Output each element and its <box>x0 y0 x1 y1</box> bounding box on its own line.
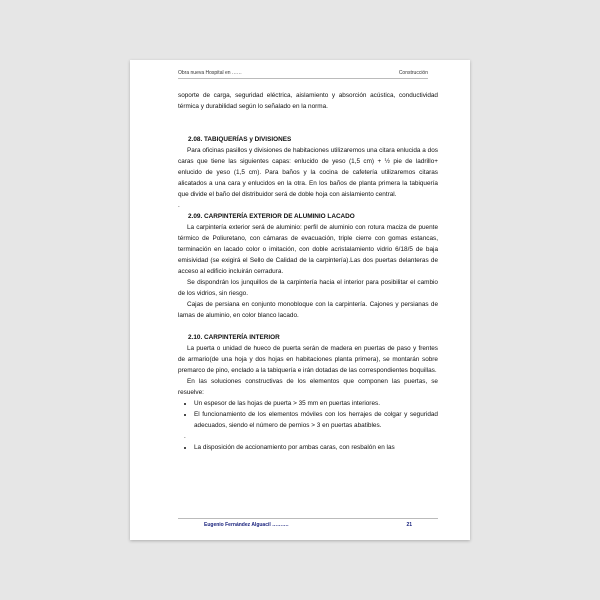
header-right-text: Construcción <box>398 70 428 76</box>
section-2-08-title: 2.08. TABIQUERÍAS y DIVISIONES <box>188 136 292 143</box>
section-2-09-paragraph-3: Cajas de persiana en conjunto monobloque con la carpintería. Cajones y persianas de lamas de aluminio, en color blanco lacado. <box>178 301 438 319</box>
section-2-09-title: 2.09. CARPINTERÍA EXTERIOR DE ALUMINIO LACADO <box>188 213 355 220</box>
bullet-item: • La disposición de accionamiento por ambas caras, con resbalón en las <box>194 442 438 453</box>
section-2-10-paragraph-1: La puerta o unidad de hueco de puerta serán de madera en puertas de paso y frentes de armario(de una hoja y dos hojas en habitaciones planta primera), se montarán sobre premarco de pino, enclado a la tabiquería e irán dotadas de las correspondientes boquillas. <box>178 345 438 374</box>
section-2-10-title: 2.10. CARPINTERÍA INTERIOR <box>188 334 280 341</box>
section-2-10-bullet-list <box>178 398 438 431</box>
page-number: 21 <box>406 522 412 528</box>
page-header <box>178 70 428 79</box>
section-2-10-dot: . <box>184 433 186 440</box>
page-body <box>178 90 438 453</box>
footer-author: Eugenio Fernández Alguacil ………. <box>204 522 289 528</box>
section-2-10-bullet-list-continued <box>178 442 438 453</box>
section-2-08-paragraph: Para oficinas pasillos y divisiones de habitaciones utilizaremos una citara enlucida a dos caras que tiene las siguientes capas: enlucido de yeso (1,5 cm) + ½ pie de ladrillo+ enlucido de yeso (1,5 cm). Para baños y la cocina de cafetería utilizaremos citaras alicatados a una cara y enlucidos en la otra. En los baños de planta primera la tabiquería que divide el baño del distribuidor será de doble hoja con aislamiento central. <box>178 147 438 198</box>
bullet-item: • El funcionamiento de los elementos móviles con los herrajes de colgar y seguridad adecuados, siendo el número de pernios > 3 en puertas abatibles. <box>194 409 438 431</box>
header-left-text: Obra nueva Hospital en …… <box>178 70 242 76</box>
section-2-08-dot: . <box>178 202 180 209</box>
section-2-09-paragraph-1: La carpintería exterior será de aluminio: perfil de aluminio con rotura maciza de puente térmico de Poliuretano, con cámaras de evacuación, triple cierre con gomas estancas, terminación en lacado color o imitación, con doble acristalamiento vidrio 6/18/5 de baja emisividad (se exigirá el Sello de Calidad de la carpintería).Las dos puertas delanteras de acceso al edificio incluirán cerradura. <box>178 224 438 275</box>
section-2-09-paragraph-2: Se dispondrán los junquillos de la carpintería hacia el interior para posibilitar el cambio de los vidrios, sin riesgo. <box>178 279 438 297</box>
bullet-item: • Un espesor de las hojas de puerta > 35 mm en puertas interiores. <box>194 398 438 409</box>
page-footer <box>178 518 438 528</box>
intro-paragraph: soporte de carga, seguridad eléctrica, aislamiento y absorción acústica, conductividad térmica y durabilidad según lo señalado en la norma. <box>178 92 438 110</box>
section-2-10-paragraph-2: En las soluciones constructivas de los elementos que componen las puertas, se resuelve: <box>178 378 438 396</box>
document-page <box>130 60 470 540</box>
